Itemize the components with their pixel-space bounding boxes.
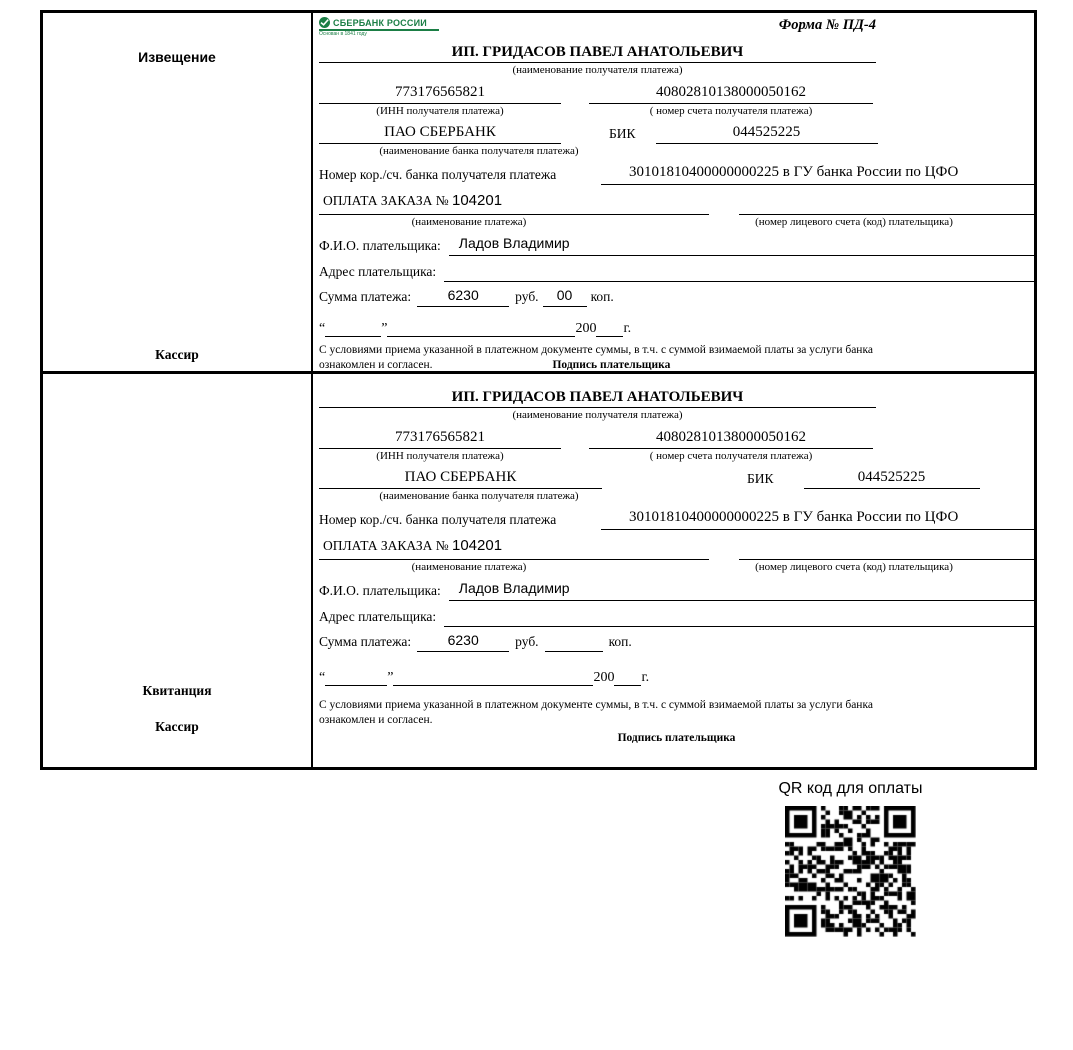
account-caption: ( номер счета получателя платежа) bbox=[649, 105, 813, 117]
payment-purpose bbox=[319, 189, 709, 215]
order-number: 104201 bbox=[452, 537, 503, 554]
recipient-name-caption: (наименование получателя платежа) bbox=[512, 409, 683, 421]
recipient-inn: 773176565821 bbox=[319, 427, 561, 449]
recipient-name-caption: (наименование получателя платежа) bbox=[512, 64, 683, 76]
qr-payment-block bbox=[758, 780, 943, 937]
account-caption: ( номер счета получателя платежа) bbox=[649, 450, 813, 462]
open-quote: “ bbox=[319, 670, 326, 685]
close-quote: ” bbox=[387, 670, 394, 685]
bank-name-caption: (наименование банка получателя платежа) bbox=[379, 490, 579, 502]
sberbank-logo bbox=[319, 17, 439, 37]
rub-label: руб. bbox=[515, 634, 539, 649]
purpose-label: ОПЛАТА ЗАКАЗА № bbox=[323, 193, 452, 208]
corr-account-label: Номер кор./сч. банка получателя платежа bbox=[319, 512, 557, 527]
payer-address-label: Адрес плательщика: bbox=[319, 264, 437, 279]
pd4-form bbox=[40, 10, 1037, 770]
receipt-form-body bbox=[313, 374, 1034, 767]
payer-name-value: Ладов Владимир bbox=[449, 232, 1034, 256]
date-year-field bbox=[596, 317, 623, 337]
payer-name-value: Ладов Владимир bbox=[449, 577, 1034, 601]
open-quote: “ bbox=[319, 321, 326, 336]
date-month-field bbox=[393, 666, 593, 686]
amount-kop-field bbox=[545, 629, 603, 652]
recipient-name: ИП. ГРИДАСОВ ПАВЕЛ АНАТОЛЬЕВИЧ bbox=[319, 43, 876, 63]
personal-account-caption: (номер лицевого счета (код) плательщика) bbox=[755, 216, 953, 228]
notice-left-column bbox=[43, 13, 313, 371]
payer-address-value bbox=[444, 258, 1034, 282]
agreement-line2: ознакомлен и согласен. bbox=[319, 359, 433, 371]
personal-account-caption: (номер лицевого счета (код) плательщика) bbox=[755, 561, 953, 573]
corr-account-label: Номер кор./сч. банка получателя платежа bbox=[319, 167, 557, 182]
date-day-field bbox=[325, 317, 381, 337]
sberbank-logo-text: СБЕРБАНК РОССИИ bbox=[333, 17, 427, 28]
date-line bbox=[319, 311, 968, 337]
qr-caption: QR код для оплаты bbox=[778, 780, 923, 797]
purpose-label: ОПЛАТА ЗАКАЗА № bbox=[323, 538, 452, 553]
date-day-field bbox=[325, 666, 387, 686]
year-suffix: г. bbox=[641, 670, 650, 685]
recipient-name: ИП. ГРИДАСОВ ПАВЕЛ АНАТОЛЬЕВИЧ bbox=[319, 388, 876, 408]
sberbank-logo-tagline: Основан в 1841 году bbox=[319, 31, 367, 37]
qr-code bbox=[785, 806, 916, 937]
bik-label: БИК bbox=[747, 471, 774, 486]
inn-caption: (ИНН получателя платежа) bbox=[376, 450, 504, 462]
payer-signature-label: Подпись плательщика bbox=[617, 732, 736, 744]
year-suffix: г. bbox=[623, 321, 632, 336]
payer-signature-label: Подпись плательщика bbox=[552, 359, 671, 371]
bank-name-caption: (наименование банка получателя платежа) bbox=[379, 145, 579, 157]
amount-label: Сумма платежа: bbox=[319, 289, 412, 304]
recipient-account: 40802810138000050162 bbox=[589, 427, 873, 449]
personal-account-field bbox=[739, 534, 1034, 560]
bik-value: 044525225 bbox=[804, 466, 980, 489]
kop-label: коп. bbox=[608, 634, 632, 649]
amount-rub-value: 6230 bbox=[417, 284, 509, 307]
purpose-caption: (наименование платежа) bbox=[411, 561, 527, 573]
notice-section bbox=[43, 13, 1034, 371]
year-prefix: 200 bbox=[593, 670, 615, 685]
agreement-line1: С условиями приема указанной в платежном документе суммы, в т.ч. с суммой взимаемой платы за услуги банка bbox=[319, 344, 873, 356]
bik-value: 044525225 bbox=[656, 121, 878, 144]
bank-name: ПАО СБЕРБАНК bbox=[319, 121, 561, 144]
purpose-caption: (наименование платежа) bbox=[411, 216, 527, 228]
bik-label: БИК bbox=[609, 126, 636, 141]
bank-name: ПАО СБЕРБАНК bbox=[319, 466, 602, 489]
corr-account-value: 30101810400000000225 в ГУ банка России по ЦФО bbox=[601, 161, 1034, 185]
agreement-line1: С условиями приема указанной в платежном документе суммы, в т.ч. с суммой взимаемой платы за услуги банка bbox=[319, 699, 873, 711]
date-month-field bbox=[387, 317, 575, 337]
order-number: 104201 bbox=[452, 192, 503, 209]
receipt-section bbox=[43, 371, 1034, 767]
form-number: Форма № ПД-4 bbox=[778, 17, 876, 33]
receipt-label: Квитанция bbox=[142, 683, 212, 698]
close-quote: ” bbox=[381, 321, 388, 336]
receipt-left-column bbox=[43, 374, 313, 767]
agreement-line2: ознакомлен и согласен. bbox=[319, 714, 433, 726]
notice-form-body bbox=[313, 13, 1034, 371]
rub-label: руб. bbox=[515, 289, 539, 304]
date-line bbox=[319, 660, 1032, 686]
recipient-account: 40802810138000050162 bbox=[589, 82, 873, 104]
recipient-inn: 773176565821 bbox=[319, 82, 561, 104]
cashier-label: Кассир bbox=[155, 719, 199, 734]
payer-address-label: Адрес плательщика: bbox=[319, 609, 437, 624]
amount-rub-value: 6230 bbox=[417, 629, 509, 652]
inn-caption: (ИНН получателя платежа) bbox=[376, 105, 504, 117]
year-prefix: 200 bbox=[575, 321, 597, 336]
corr-account-value: 30101810400000000225 в ГУ банка России по ЦФО bbox=[601, 506, 1034, 530]
payer-address-value bbox=[444, 603, 1034, 627]
personal-account-field bbox=[739, 189, 1034, 215]
date-year-field bbox=[614, 666, 641, 686]
payer-name-label: Ф.И.О. плательщика: bbox=[319, 238, 441, 253]
sberbank-logo-icon bbox=[319, 17, 330, 28]
payment-purpose bbox=[319, 534, 709, 560]
amount-label: Сумма платежа: bbox=[319, 634, 412, 649]
kop-label: коп. bbox=[590, 289, 614, 304]
amount-kop-value: 00 bbox=[543, 284, 587, 307]
payer-name-label: Ф.И.О. плательщика: bbox=[319, 583, 441, 598]
cashier-label: Кассир bbox=[155, 347, 199, 362]
notice-label: Извещение bbox=[138, 49, 216, 65]
